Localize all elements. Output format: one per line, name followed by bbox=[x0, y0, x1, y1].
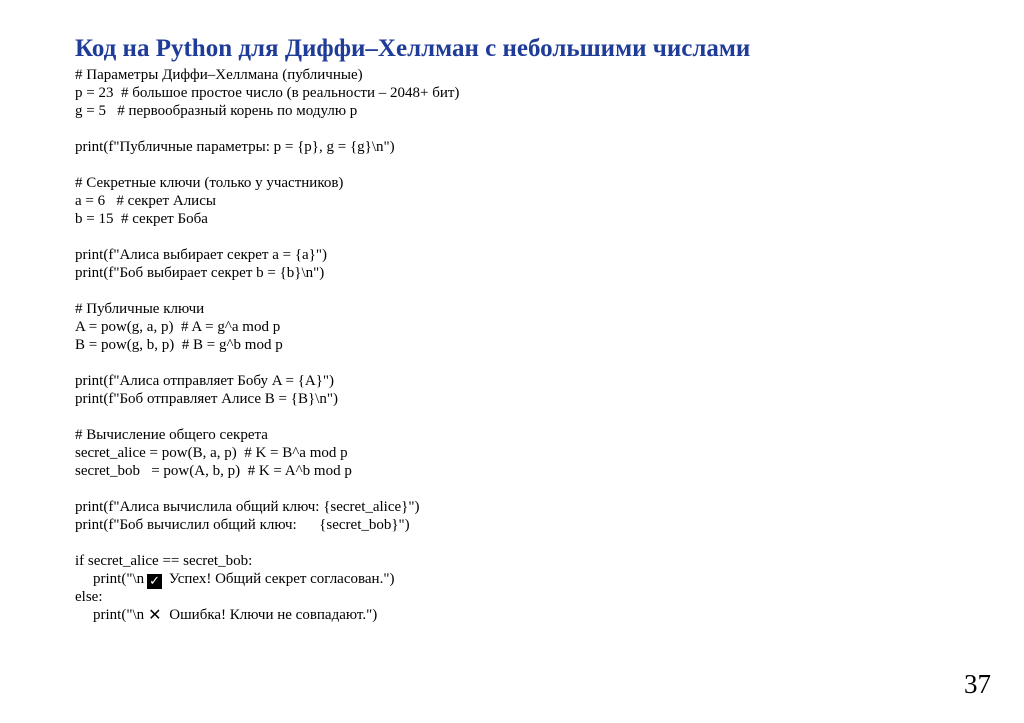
slide-title: Код на Python для Диффи–Хеллман с небольшими числами bbox=[75, 35, 751, 62]
code-line-success bbox=[75, 570, 459, 588]
code-line: g = 5 # первообразный корень по модулю p bbox=[75, 103, 358, 119]
cross-mark-icon: ✕ bbox=[148, 605, 162, 624]
code-line: # Публичные ключи bbox=[75, 301, 205, 317]
code-line: if secret_alice == secret_bob: bbox=[75, 553, 253, 569]
code-line: print(f"Алиса вычислила общий ключ: {secret_alice}") bbox=[75, 499, 420, 515]
code-line: # Секретные ключи (только у участников) bbox=[75, 175, 344, 191]
code-line: print(f"Алиса отправляет Бобу A = {A}") bbox=[75, 373, 335, 389]
code-line: # Параметры Диффи–Хеллмана (публичные) bbox=[75, 67, 363, 83]
code-line: A = pow(g, a, p) # A = g^a mod p bbox=[75, 319, 281, 335]
code-text: Ошибка! Ключи не совпадают.") bbox=[165, 607, 378, 623]
code-text: print("\n bbox=[93, 607, 145, 623]
code-line: b = 15 # секрет Боба bbox=[75, 211, 208, 227]
code-block bbox=[75, 66, 459, 624]
page-number: 37 bbox=[964, 669, 991, 699]
code-line: print(f"Публичные параметры: p = {p}, g = {g}\n") bbox=[75, 139, 395, 155]
code-line: print(f"Боб вычислил общий ключ: {secret_bob}") bbox=[75, 517, 410, 533]
code-text: Успех! Общий секрет согласован.") bbox=[165, 571, 395, 587]
code-line: secret_bob = pow(A, b, p) # K = A^b mod p bbox=[75, 463, 352, 479]
code-text: print("\n bbox=[93, 571, 145, 587]
code-line: p = 23 # большое простое число (в реальности – 2048+ бит) bbox=[75, 85, 460, 101]
code-line: print(f"Алиса выбирает секрет a = {a}") bbox=[75, 247, 328, 263]
code-line: # Вычисление общего секрета bbox=[75, 427, 268, 443]
code-line: a = 6 # секрет Алисы bbox=[75, 193, 216, 209]
code-line-error bbox=[75, 606, 459, 624]
code-line: print(f"Боб выбирает секрет b = {b}\n") bbox=[75, 265, 325, 281]
code-line: B = pow(g, b, p) # B = g^b mod p bbox=[75, 337, 283, 353]
check-mark-icon: ✓ bbox=[147, 574, 162, 589]
code-line: else: bbox=[75, 589, 103, 605]
code-line: print(f"Боб отправляет Алисе B = {B}\n") bbox=[75, 391, 338, 407]
code-line: secret_alice = pow(B, a, p) # K = B^a mod p bbox=[75, 445, 348, 461]
